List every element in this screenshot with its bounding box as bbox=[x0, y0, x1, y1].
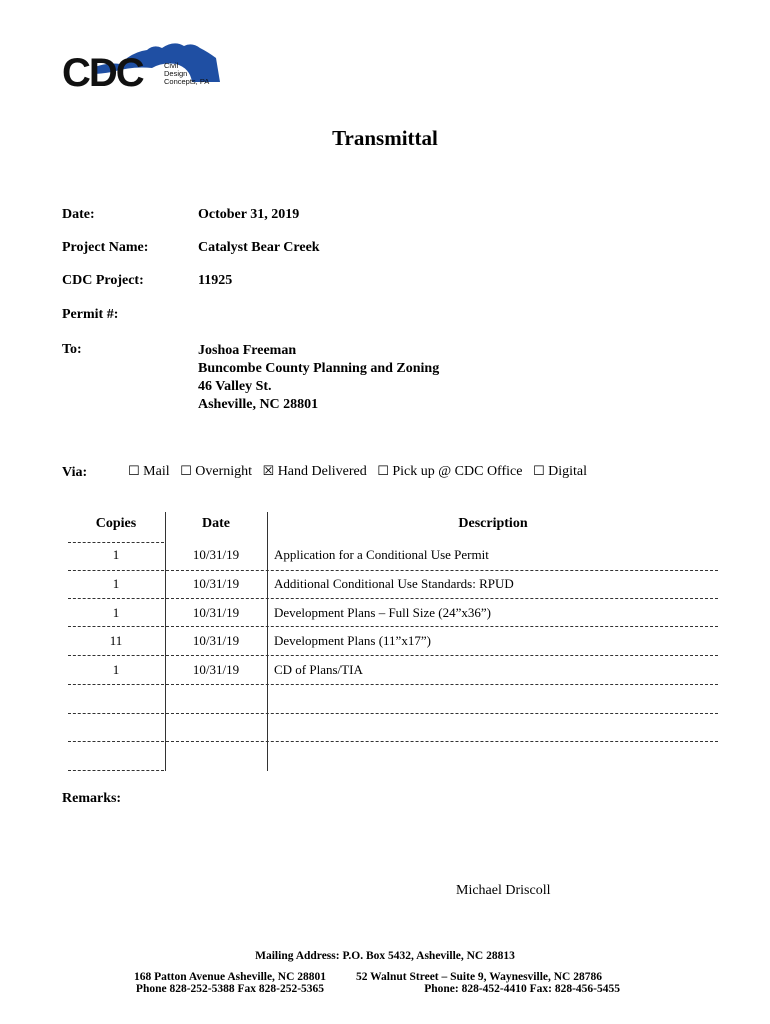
mailing-address: Mailing Address: P.O. Box 5432, Asheville, NC 28813 bbox=[255, 950, 515, 962]
via-label: Via: bbox=[62, 465, 88, 480]
date-label: Date: bbox=[62, 207, 95, 222]
permit-label: Permit #: bbox=[62, 307, 119, 322]
checkbox-icon[interactable]: ☐ bbox=[180, 464, 192, 479]
patton-address: 168 Patton Avenue Asheville, NC 28801 bbox=[133, 971, 327, 983]
checkbox-icon[interactable]: ☐ bbox=[128, 464, 140, 479]
cell-date: 10/31/19 bbox=[192, 633, 240, 648]
column-header-date: Date bbox=[202, 516, 230, 531]
cell-description: Development Plans – Full Size (24”x36”) bbox=[274, 605, 491, 620]
page-title: Transmittal bbox=[332, 126, 438, 150]
table-row bbox=[0, 576, 770, 604]
cdc-project-value: 11925 bbox=[198, 273, 233, 288]
table-rule bbox=[68, 542, 164, 543]
recipient-name: Joshoa Freeman bbox=[198, 343, 297, 358]
project-name-label: Project Name: bbox=[62, 240, 149, 255]
patton-office bbox=[110, 971, 350, 995]
recipient-city: Asheville, NC 28801 bbox=[198, 397, 319, 412]
via-option-label: Overnight bbox=[195, 464, 253, 479]
column-header-copies: Copies bbox=[95, 516, 137, 531]
table-rule bbox=[68, 770, 164, 771]
checked-checkbox-icon[interactable]: ☒ bbox=[262, 464, 275, 479]
patton-phone: Phone 828-252-5388 Fax 828-252-5365 bbox=[135, 983, 325, 995]
logo-subtitle-line2: Design bbox=[164, 69, 188, 78]
remarks-label: Remarks: bbox=[62, 791, 122, 806]
cell-copies: 1 bbox=[112, 576, 120, 591]
cell-date: 10/31/19 bbox=[192, 547, 240, 562]
logo-subtitle-line1: Civil bbox=[164, 61, 179, 70]
table-rule bbox=[68, 741, 164, 742]
column-header-description: Description bbox=[458, 516, 528, 531]
table-row bbox=[0, 605, 770, 633]
walnut-address: 52 Walnut Street – Suite 9, Waynesville, NC 28786 bbox=[356, 971, 602, 983]
cell-description: Additional Conditional Use Standards: RPUD bbox=[274, 576, 514, 591]
walnut-office bbox=[338, 971, 620, 995]
via-option-label: Digital bbox=[548, 464, 587, 479]
table-rule bbox=[166, 741, 718, 742]
cell-description: Development Plans (11”x17”) bbox=[274, 633, 431, 648]
via-option-label: Mail bbox=[143, 464, 170, 479]
via-option-label: Pick up @ CDC Office bbox=[392, 464, 523, 479]
signature-name: Michael Driscoll bbox=[456, 883, 551, 898]
table-row bbox=[0, 547, 770, 575]
cell-copies: 1 bbox=[112, 547, 120, 562]
via-option-label: Hand Delivered bbox=[277, 464, 367, 479]
cell-date: 10/31/19 bbox=[192, 662, 240, 677]
cell-copies: 1 bbox=[112, 605, 120, 620]
cell-copies: 11 bbox=[109, 633, 123, 648]
to-label: To: bbox=[62, 342, 82, 357]
checkbox-icon[interactable]: ☐ bbox=[532, 464, 545, 479]
cell-date: 10/31/19 bbox=[192, 605, 240, 620]
cell-description: Application for a Conditional Use Permit bbox=[274, 547, 489, 562]
table-row bbox=[0, 633, 770, 661]
walnut-phone: Phone: 828-452-4410 Fax: 828-456-5455 bbox=[424, 983, 620, 995]
table-row bbox=[0, 662, 770, 690]
project-name-value: Catalyst Bear Creek bbox=[198, 240, 320, 255]
recipient-organization: Buncombe County Planning and Zoning bbox=[198, 361, 440, 376]
logo-mark: CDC bbox=[62, 51, 143, 95]
cell-description: CD of Plans/TIA bbox=[274, 662, 363, 677]
date-value: October 31, 2019 bbox=[198, 207, 300, 222]
recipient-street: 46 Valley St. bbox=[198, 379, 272, 394]
table-rule bbox=[68, 713, 164, 714]
table-rule bbox=[166, 713, 718, 714]
logo-subtitle-line3: Concepts, PA bbox=[164, 77, 210, 86]
checkbox-icon[interactable]: ☐ bbox=[377, 464, 389, 479]
cell-copies: 1 bbox=[112, 662, 120, 677]
cell-date: 10/31/19 bbox=[192, 576, 240, 591]
cdc-project-label: CDC Project: bbox=[62, 273, 144, 288]
